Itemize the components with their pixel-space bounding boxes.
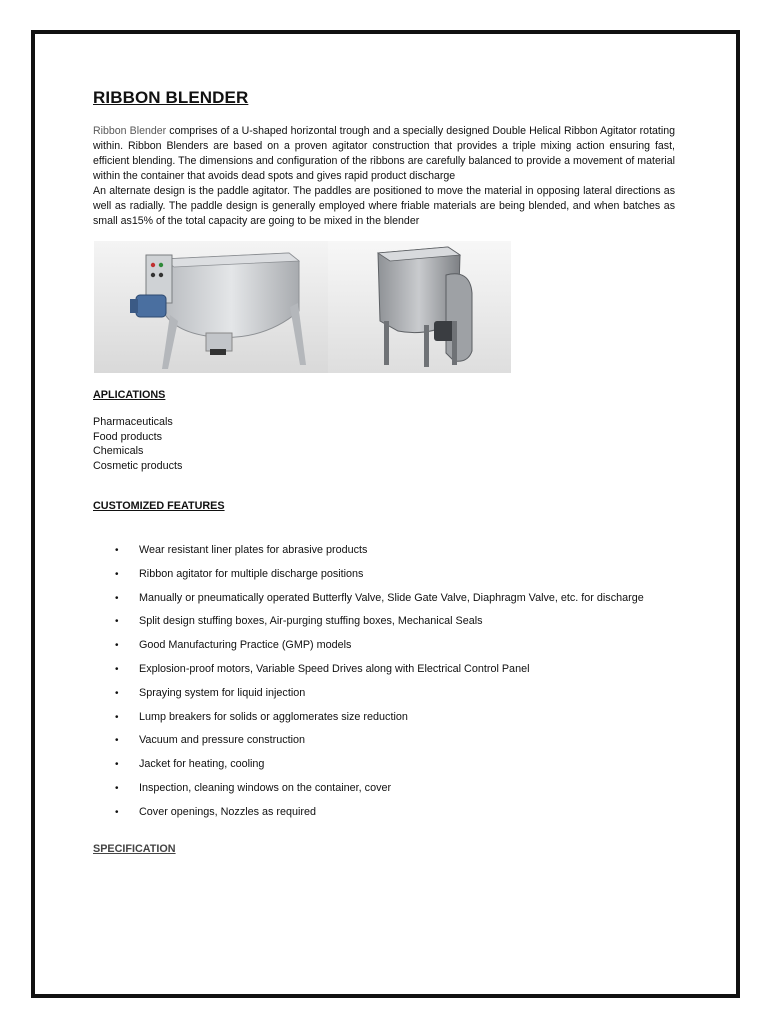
list-item: Chemicals xyxy=(93,445,144,457)
document-content xyxy=(93,88,675,855)
ribbon-blender-image xyxy=(94,241,328,373)
bullet-icon: • xyxy=(115,806,119,818)
bullet-icon: • xyxy=(115,616,119,628)
bullet-icon: • xyxy=(115,759,119,771)
intro-lead: Ribbon Blender xyxy=(93,125,167,137)
list-item: • Lump breakers for solids or agglomerates size reduction xyxy=(93,706,675,730)
list-item: • Vacuum and pressure construction xyxy=(93,729,675,753)
list-item: Cosmetic products xyxy=(93,459,183,472)
list-item: • Ribbon agitator for multiple discharge positions xyxy=(93,563,675,587)
list-item: • Cover openings, Nozzles as required xyxy=(93,801,675,825)
bullet-icon: • xyxy=(115,687,119,699)
list-item: Food products xyxy=(93,430,163,443)
list-item: • Inspection, cleaning windows on the container, cover xyxy=(93,777,675,801)
intro-body: comprises of a U-shaped horizontal trough and a specially designed Double Helical Ribbon Agitator rotating within. Ribbon Blenders are based on a proven agitator construction that provides a triple mixing action ensuring fast, efficient blending. The dimensions and configuration of the ribbons are carefully balanced to provide a movement of material within the container that avoids dead spots and gives rapid product discharge xyxy=(93,125,675,182)
bullet-icon: • xyxy=(115,663,119,675)
specification-heading: SPECIFICATION xyxy=(93,842,176,855)
intro-paragraph-2: An alternate design is the paddle agitator. The paddles are positioned to move the material in opposing lateral directions as well as radially. The paddle design is generally employed where friable materials are being blended, and when batches as small as15% of the total capacity are going to be mixed in the blender xyxy=(93,185,675,227)
list-item: Pharmaceuticals xyxy=(93,416,173,428)
paddle-blender-image xyxy=(328,241,511,373)
list-item: • Manually or pneumatically operated Butterfly Valve, Slide Gate Valve, Diaphragm Valve, etc. for discharge xyxy=(93,587,675,611)
product-images xyxy=(93,241,675,373)
bullet-icon: • xyxy=(115,735,119,747)
bullet-icon: • xyxy=(115,640,119,652)
bullet-icon: • xyxy=(115,711,119,723)
intro-paragraph xyxy=(93,124,675,229)
document-title: RIBBON BLENDER xyxy=(93,88,249,107)
applications-heading: APLICATIONS xyxy=(93,389,166,401)
bullet-icon: • xyxy=(115,545,119,556)
list-item: • Explosion-proof motors, Variable Speed Drives along with Electrical Control Panel xyxy=(93,658,675,682)
list-item: • Split design stuffing boxes, Air-purging stuffing boxes, Mechanical Seals xyxy=(93,610,675,634)
bullet-icon: • xyxy=(115,782,119,794)
bullet-icon: • xyxy=(115,568,119,580)
list-item: • Good Manufacturing Practice (GMP) models xyxy=(93,634,675,658)
list-item: • Spraying system for liquid injection xyxy=(93,682,675,706)
applications-list xyxy=(93,415,675,473)
bullet-icon: • xyxy=(115,592,119,604)
list-item: • Wear resistant liner plates for abrasive products xyxy=(93,539,675,563)
list-item: • Jacket for heating, cooling xyxy=(93,753,675,777)
features-list xyxy=(93,539,675,825)
features-heading: CUSTOMIZED FEATURES xyxy=(93,500,225,512)
